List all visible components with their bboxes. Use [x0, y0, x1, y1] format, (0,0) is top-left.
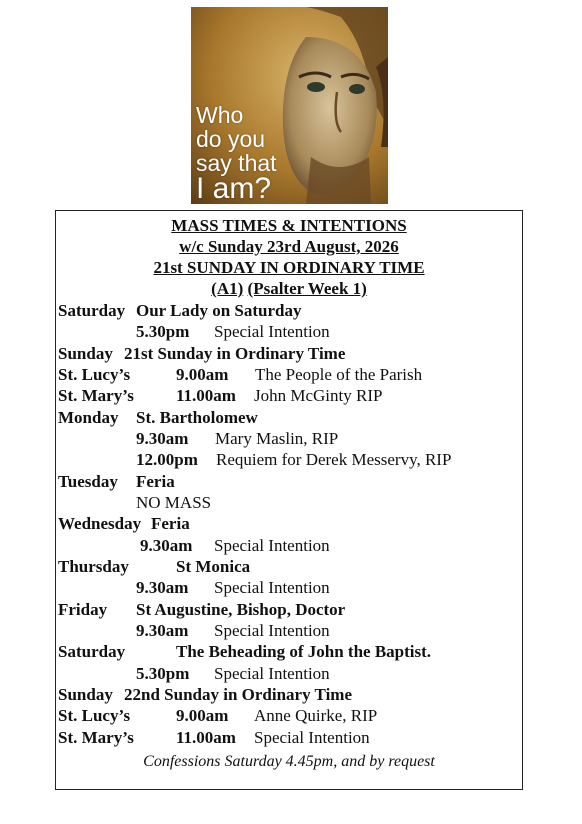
mass-intention: Special Intention — [214, 322, 330, 341]
feast-name: Feria — [151, 514, 190, 533]
mass-intention: Special Intention — [214, 664, 330, 683]
week-commencing: w/c Sunday 23rd August, 2026 — [179, 237, 399, 256]
hero-line-1: Who — [196, 102, 244, 128]
no-mass-note: NO MASS — [136, 493, 212, 512]
mass-intention: The People of the Parish — [255, 365, 423, 384]
day-label: Wednesday — [58, 514, 142, 533]
feast-name: Our Lady on Saturday — [136, 301, 302, 320]
mass-intention: Mary Maslin, RIP — [215, 429, 339, 448]
hero-line-4: I am? — [196, 172, 272, 204]
mass-intention: Special Intention — [214, 621, 330, 640]
psalter-week: (Psalter Week 1) — [247, 279, 367, 298]
mass-intention: John McGinty RIP — [254, 386, 383, 405]
day-label: Monday — [58, 408, 119, 427]
page-title: MASS TIMES & INTENTIONS — [171, 216, 407, 235]
mass-time: 9.30am — [136, 621, 189, 640]
hero-line-2: do you — [196, 126, 266, 152]
mass-times-box — [55, 210, 523, 790]
mass-time: 11.00am — [176, 386, 236, 405]
feast-name: The Beheading of John the Baptist. — [176, 642, 432, 661]
feast-name: 21st Sunday in Ordinary Time — [124, 344, 346, 363]
day-label: Sunday — [58, 685, 113, 704]
day-label: Tuesday — [58, 472, 118, 491]
day-label: Saturday — [58, 301, 126, 320]
church-name: St. Mary’s — [58, 386, 134, 405]
day-label: Saturday — [58, 642, 126, 661]
mass-time: 9.30am — [136, 429, 189, 448]
header-mosaic-image — [191, 7, 388, 204]
year-cycle: (A1) — [211, 279, 244, 298]
confessions-note: Confessions Saturday 4.45pm, and by request — [143, 753, 435, 770]
feast-name: St Augustine, Bishop, Doctor — [136, 600, 346, 619]
day-label: Sunday — [58, 344, 113, 363]
mass-intention: Special Intention — [214, 578, 330, 597]
mass-intention: Anne Quirke, RIP — [254, 706, 378, 725]
church-name: St. Lucy’s — [58, 706, 131, 725]
cycle-line — [56, 278, 522, 299]
feast-name: St. Bartholomew — [136, 408, 258, 427]
mass-intention: Special Intention — [254, 728, 370, 747]
day-label: Friday — [58, 600, 108, 619]
hero-line-3: say that — [196, 150, 277, 176]
church-name: St. Lucy’s — [58, 365, 131, 384]
mass-time: 11.00am — [176, 728, 236, 747]
feast-name: Feria — [136, 472, 175, 491]
church-name: St. Mary’s — [58, 728, 134, 747]
feast-name: St Monica — [176, 557, 251, 576]
mass-intention: Special Intention — [214, 536, 330, 555]
mass-time: 5.30pm — [136, 664, 190, 683]
mass-time: 9.00am — [176, 365, 229, 384]
mass-time: 12.00pm — [136, 450, 198, 469]
hero-caption — [196, 103, 277, 203]
mass-intention: Requiem for Derek Messervy, RIP — [216, 450, 452, 469]
day-label: Thursday — [58, 557, 129, 576]
mass-time: 5.30pm — [136, 322, 190, 341]
mass-time: 9.30am — [136, 578, 189, 597]
mass-time: 9.00am — [176, 706, 229, 725]
mass-time: 9.30am — [140, 536, 193, 555]
feast-name: 22nd Sunday in Ordinary Time — [124, 685, 353, 704]
liturgical-sunday: 21st SUNDAY IN ORDINARY TIME — [153, 258, 425, 277]
